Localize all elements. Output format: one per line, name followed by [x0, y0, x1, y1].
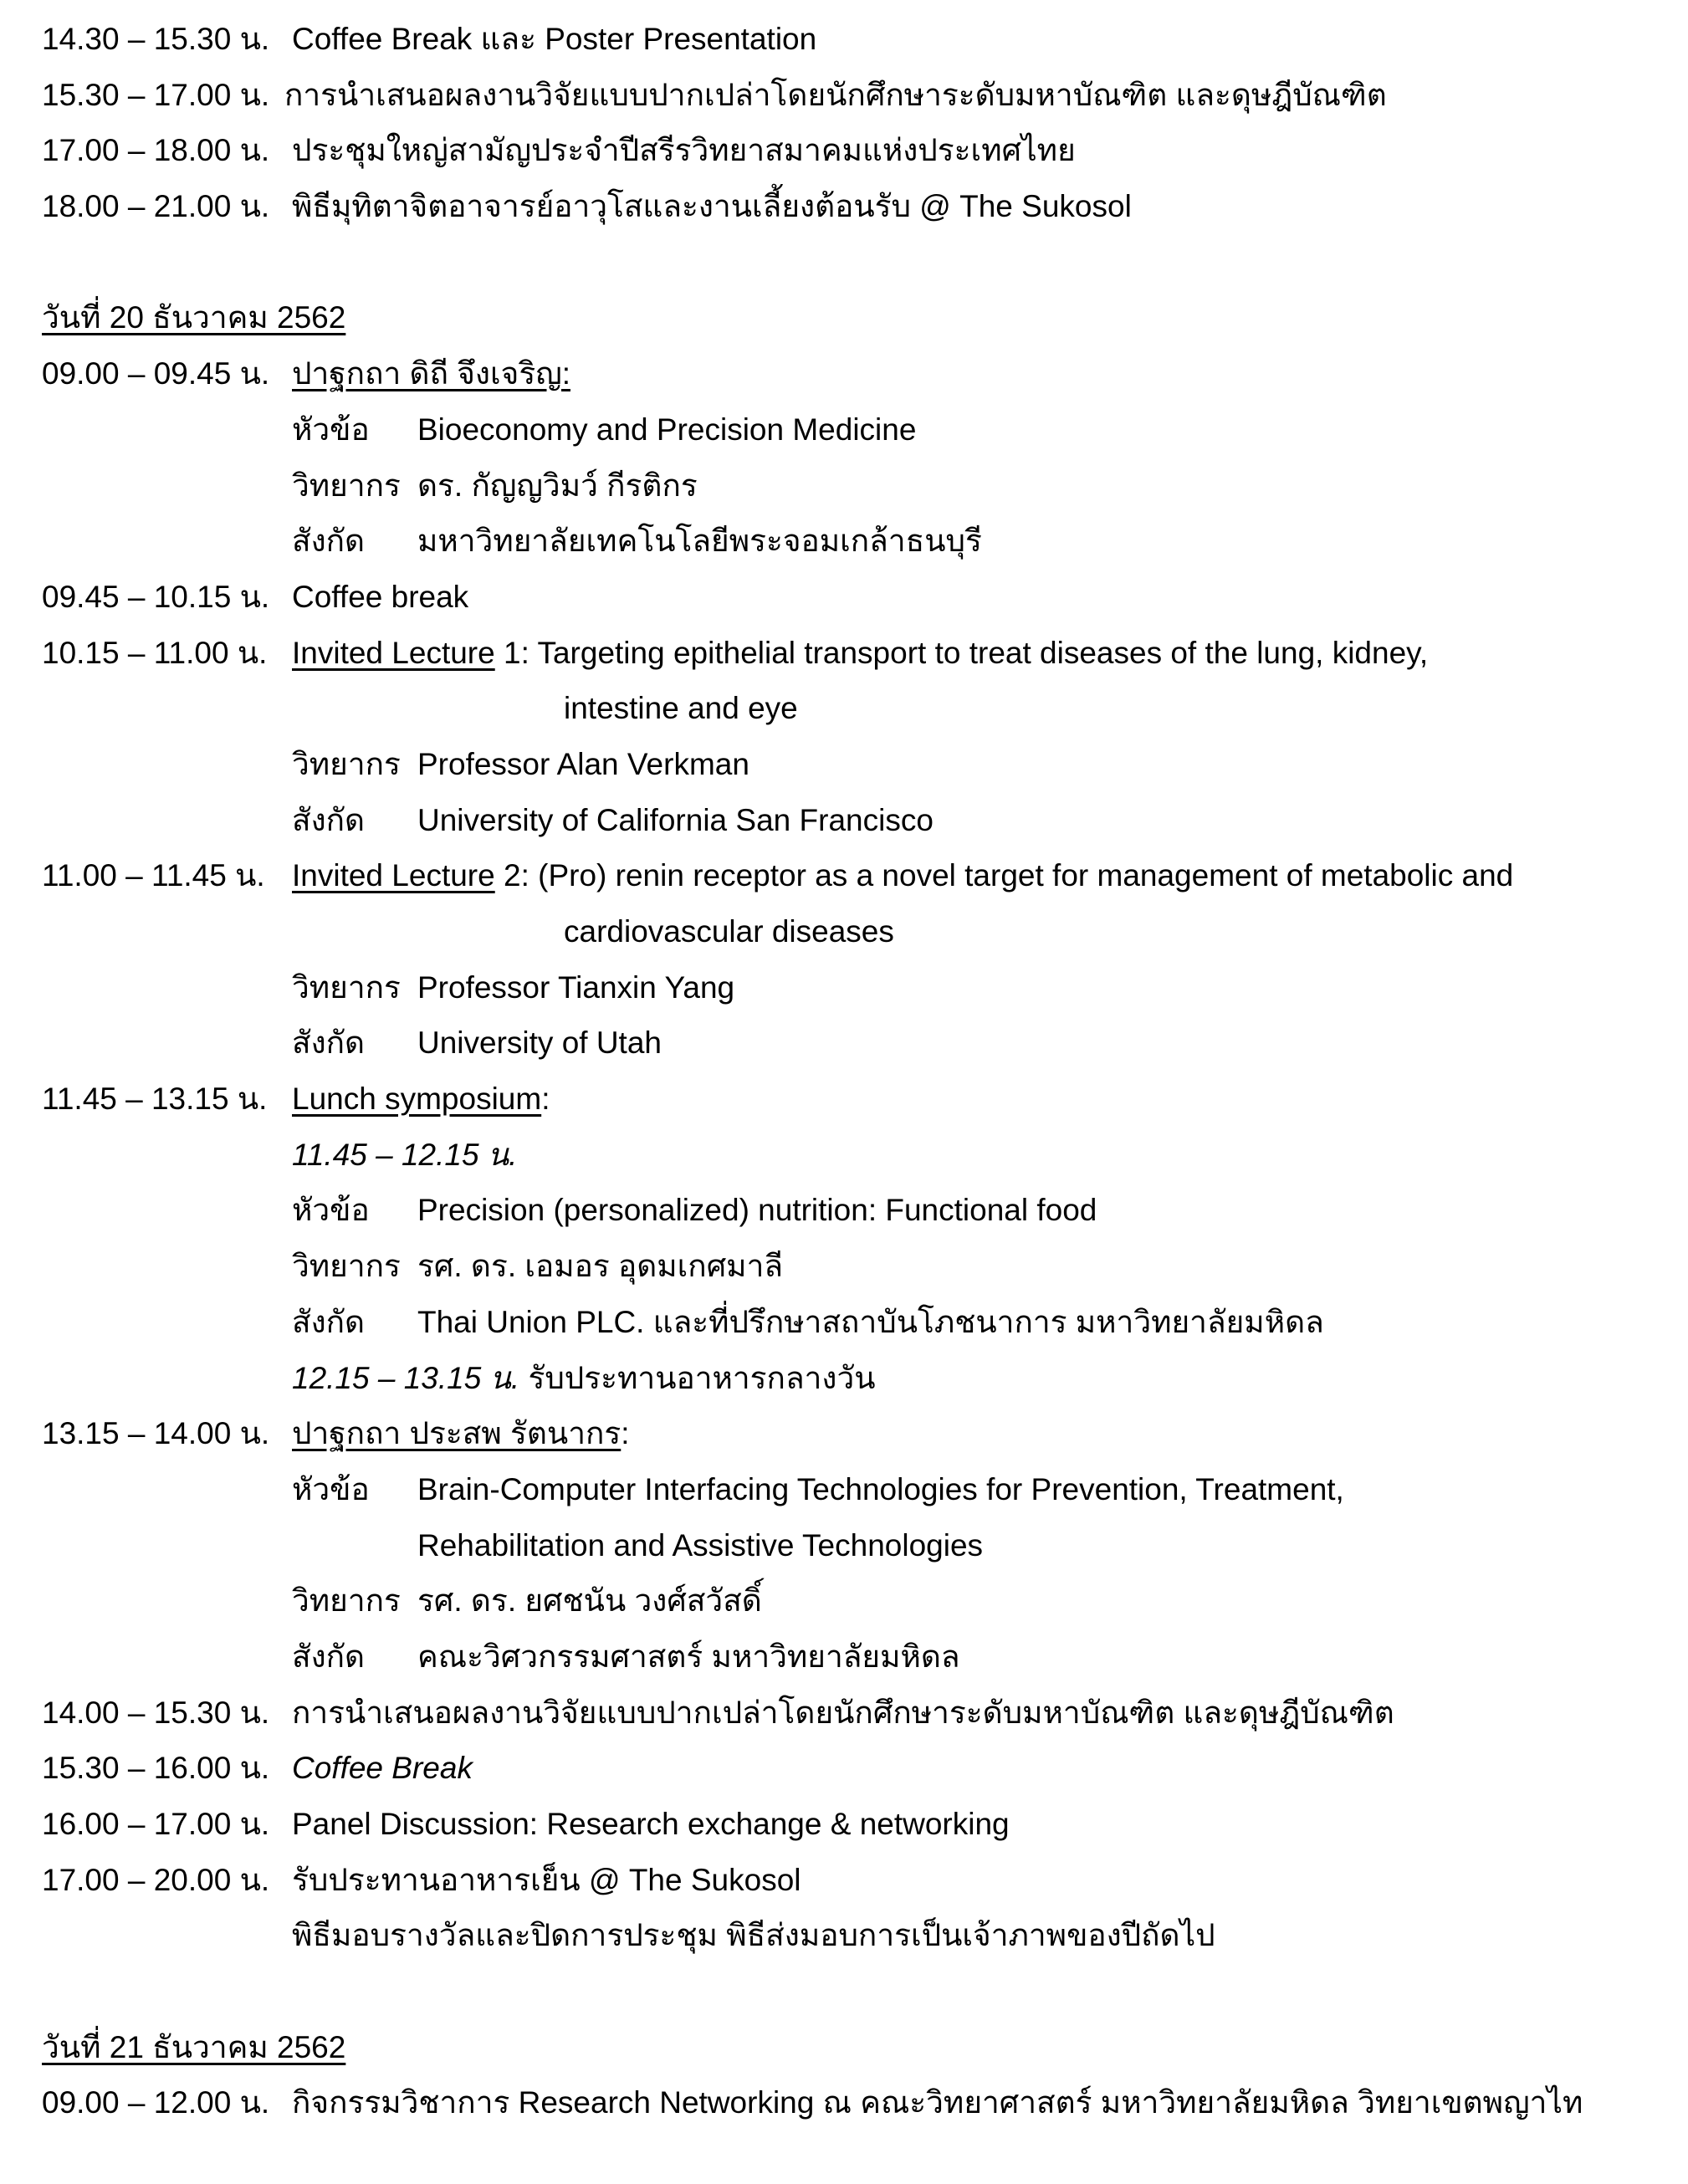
detail-row — [0, 514, 1688, 570]
day-heading-text: วันที่ 21 ธันวาคม 2562 — [42, 2029, 346, 2064]
time: 09.45 – 10.15 น. — [42, 579, 270, 614]
topic: Bioeconomy and Precision Medicine — [417, 412, 917, 447]
detail-row — [0, 1239, 1688, 1295]
schedule-item — [0, 848, 1688, 904]
schedule-item — [0, 1741, 1688, 1797]
label: วิทยากร — [292, 746, 401, 781]
detail-row — [0, 737, 1688, 793]
detail-row — [0, 1462, 1688, 1518]
schedule-item — [0, 1072, 1688, 1128]
affiliation: Thai Union PLC. และที่ปรึกษาสถาบันโภชนาการ มหาวิทยาลัยมหิดล — [417, 1304, 1324, 1339]
label: หัวข้อ — [292, 1471, 370, 1506]
speaker: Professor Tianxin Yang — [417, 969, 735, 1005]
activity: Coffee break — [292, 579, 469, 614]
time: 09.00 – 12.00 น. — [42, 2085, 270, 2120]
time: 14.00 – 15.30 น. — [42, 1695, 270, 1730]
lecture-title: Targeting epithelial transport to treat diseases of the lung, kidney, — [537, 635, 1429, 670]
label: หัวข้อ — [292, 1193, 370, 1228]
session-title: Invited Lecture — [292, 858, 495, 893]
sub-time: 12.15 – 13.15 น. — [292, 1360, 520, 1395]
schedule-item — [0, 1685, 1688, 1742]
time: 11.00 – 11.45 น. — [42, 858, 265, 893]
spacer — [0, 235, 1688, 291]
schedule-item — [0, 1853, 1688, 1909]
affiliation: คณะวิศวกรรมศาสตร์ มหาวิทยาลัยมหิดล — [417, 1639, 960, 1674]
schedule-item — [0, 1797, 1688, 1853]
time: 17.00 – 20.00 น. — [42, 1862, 270, 1897]
time: 18.00 – 21.00 น. — [42, 189, 270, 224]
schedule-item — [0, 2075, 1688, 2131]
time: 11.45 – 13.15 น. — [42, 1082, 268, 1117]
label: สังกัด — [292, 1304, 366, 1339]
affiliation: มหาวิทยาลัยเทคโนโลยีพระจอมเกล้าธนบุรี — [417, 524, 982, 559]
topic-cont: Rehabilitation and Assistive Technologies — [417, 1527, 984, 1563]
activity: การนำเสนอผลงานวิจัยแบบปากเปล่าโดยนักศึกษาระดับมหาบัณฑิต และดุษฎีบัณฑิต — [284, 77, 1387, 112]
activity: การนำเสนอผลงานวิจัยแบบปากเปล่าโดยนักศึกษาระดับมหาบัณฑิต และดุษฎีบัณฑิต — [292, 1695, 1394, 1730]
speaker: รศ. ดร. ยศชนัน วงศ์สวัสดิ์ — [417, 1583, 762, 1619]
detail-row — [0, 1183, 1688, 1239]
colon: : — [621, 1416, 630, 1451]
detail-row — [0, 402, 1688, 458]
detail-row — [0, 904, 1688, 960]
label: วิทยากร — [292, 468, 401, 503]
time: 15.30 – 16.00 น. — [42, 1751, 270, 1786]
label: วิทยากร — [292, 969, 401, 1005]
time: 17.00 – 18.00 น. — [42, 133, 270, 168]
time: 14.30 – 15.30 น. — [42, 22, 270, 56]
affiliation: University of California San Francisco — [417, 802, 934, 837]
colon: : — [541, 1082, 550, 1117]
activity: ประชุมใหญ่สามัญประจำปีสรีรวิทยาสมาคมแห่งประเทศไทย — [292, 133, 1076, 168]
detail-row — [0, 1908, 1688, 1964]
time: 09.00 – 09.45 น. — [42, 356, 270, 391]
sub-time: 11.45 – 12.15 น. — [292, 1137, 518, 1172]
affiliation: University of Utah — [417, 1026, 662, 1061]
detail-row — [0, 1295, 1688, 1351]
label: สังกัด — [292, 524, 366, 559]
detail-row — [0, 1351, 1688, 1407]
session-title: Invited Lecture — [292, 635, 495, 670]
activity: Coffee Break และ Poster Presentation — [292, 22, 817, 56]
label: วิทยากร — [292, 1249, 401, 1284]
schedule-item — [0, 12, 1688, 68]
label: สังกัด — [292, 802, 366, 837]
detail-row — [0, 1128, 1688, 1184]
activity: Panel Discussion: Research exchange & networking — [292, 1807, 1010, 1841]
detail-row — [0, 793, 1688, 849]
schedule-item — [0, 1406, 1688, 1462]
detail-row — [0, 960, 1688, 1016]
detail-row — [0, 1629, 1688, 1685]
activity: รับประทานอาหารกลางวัน — [519, 1360, 876, 1395]
schedule-item — [0, 68, 1688, 124]
session-title: ปาฐกถา ประสพ รัตนากร — [292, 1416, 621, 1451]
session-title: Lunch symposium — [292, 1082, 542, 1117]
lecture-number: 2: — [494, 858, 539, 893]
spacer — [0, 1964, 1688, 2020]
day-heading — [0, 290, 1688, 346]
schedule-item — [0, 626, 1688, 682]
day-heading — [0, 2020, 1688, 2076]
lecture-title-cont: cardiovascular diseases — [564, 914, 894, 949]
time: 13.15 – 14.00 น. — [42, 1416, 270, 1451]
topic: Brain-Computer Interfacing Technologies for Prevention, Treatment, — [417, 1471, 1344, 1506]
activity: Coffee Break — [292, 1751, 473, 1786]
time: 10.15 – 11.00 น. — [42, 635, 268, 670]
schedule-item — [0, 179, 1688, 235]
lecture-title: (Pro) renin receptor as a novel target for management of metabolic and — [538, 858, 1514, 893]
detail-row — [0, 1015, 1688, 1072]
detail-row — [0, 681, 1688, 737]
speaker: ดร. กัญญวิมว์ กีรติกร — [417, 468, 698, 503]
session-title: ปาฐกถา ดิถี จึงเจริญ: — [292, 356, 570, 391]
schedule-item — [0, 570, 1688, 626]
day-heading-text: วันที่ 20 ธันวาคม 2562 — [42, 300, 346, 335]
label: สังกัด — [292, 1026, 366, 1061]
detail-row — [0, 1518, 1688, 1574]
topic: Precision (personalized) nutrition: Functional food — [417, 1193, 1097, 1228]
lecture-number: 1: — [494, 635, 538, 670]
label: หัวข้อ — [292, 412, 370, 447]
activity: รับประทานอาหารเย็น @ The Sukosol — [292, 1862, 801, 1897]
detail-row — [0, 458, 1688, 514]
speaker: Professor Alan Verkman — [417, 746, 749, 781]
schedule-document — [0, 12, 1688, 2131]
time: 15.30 – 17.00 น. — [42, 77, 270, 112]
schedule-item — [0, 346, 1688, 402]
lecture-title-cont: intestine and eye — [564, 691, 798, 726]
speaker: รศ. ดร. เอมอร อุดมเกศมาลี — [417, 1249, 784, 1284]
label: วิทยากร — [292, 1583, 401, 1619]
activity: พิธีมุทิตาจิตอาจารย์อาวุโสและงานเลี้ยงต้อนรับ @ The Sukosol — [292, 189, 1132, 224]
time: 16.00 – 17.00 น. — [42, 1807, 270, 1841]
schedule-item — [0, 123, 1688, 179]
activity: กิจกรรมวิชาการ Research Networking ณ คณะวิทยาศาสตร์ มหาวิทยาลัยมหิดล วิทยาเขตพญาไท — [292, 2085, 1583, 2120]
detail-row — [0, 1573, 1688, 1629]
label: สังกัด — [292, 1639, 366, 1674]
activity-cont: พิธีมอบรางวัลและปิดการประชุม พิธีส่งมอบการเป็นเจ้าภาพของปีถัดไป — [292, 1918, 1215, 1953]
